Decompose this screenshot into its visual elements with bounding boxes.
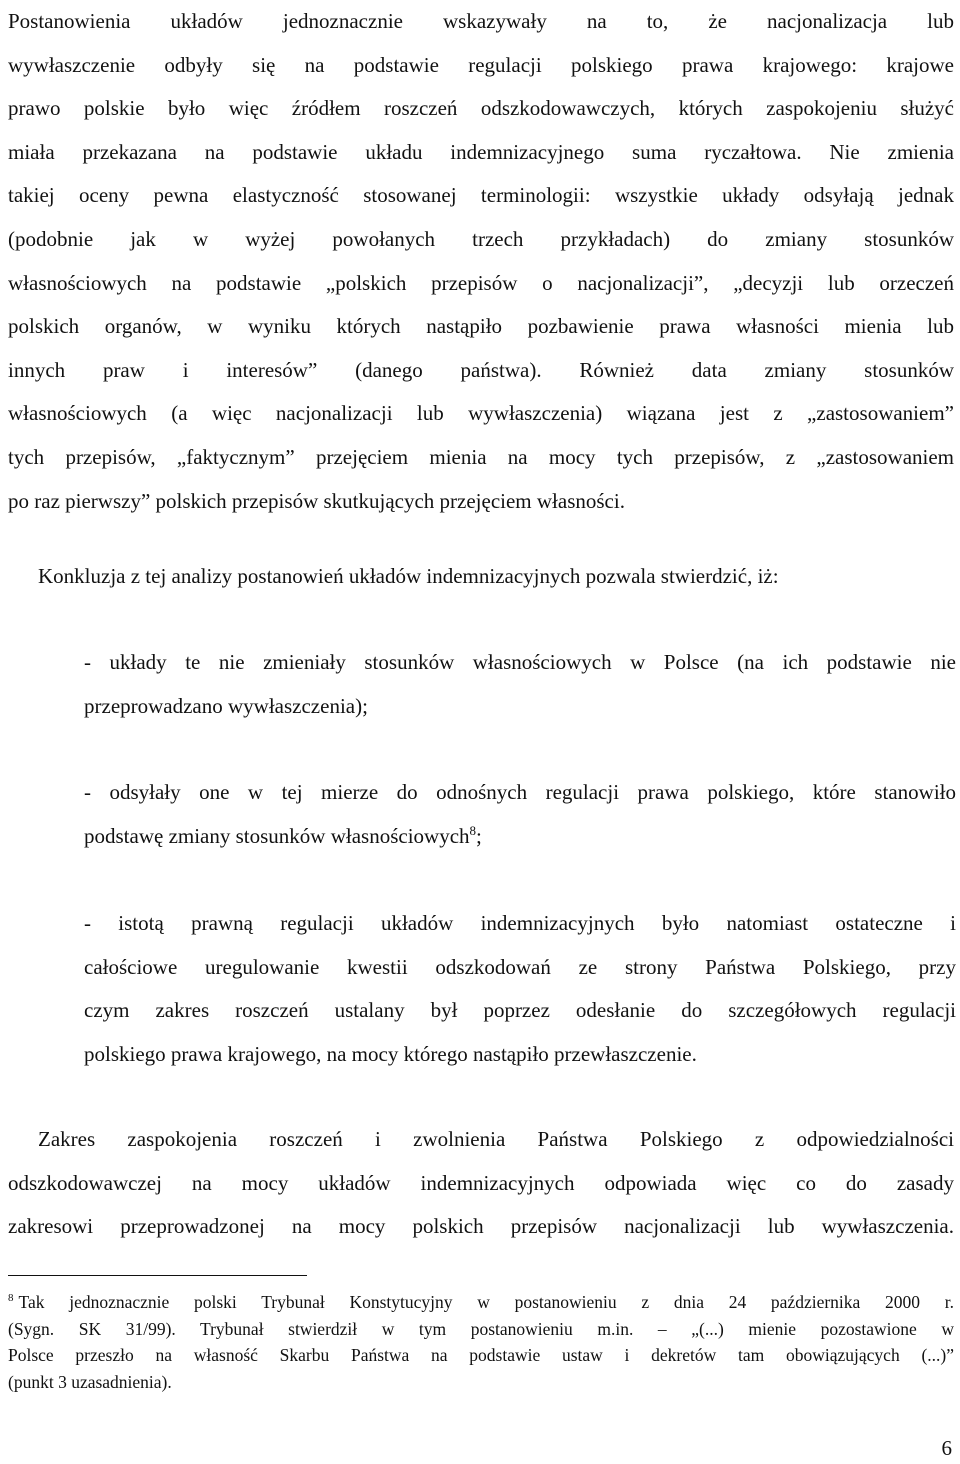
text-line: wywłaszczenie odbyły się na podstawie regulacji polskiego prawa krajowego: krajowe	[8, 52, 954, 77]
text-line: Konkluzja z tej analizy postanowień układów indemnizacyjnych pozwala stwierdzić, iż:	[38, 564, 779, 588]
text-line: miała przekazana na podstawie układu indemnizacyjnego suma ryczałtowa. Nie zmienia	[8, 139, 954, 164]
text-line: Zakres zaspokojenia roszczeń i zwolnienia Państwa Polskiego z odpowiedzialności	[38, 1127, 954, 1151]
text-line: polskich organów, w wyniku których nastąpiło pozbawienie prawa własności mienia lub	[8, 314, 954, 339]
list-item	[84, 771, 956, 858]
footnote-line: (Sygn. SK 31/99). Trybunał stwierdził w tym postanowieniu m.in. – „(...) mienie pozostawione w	[8, 1318, 954, 1339]
footnote-line: (punkt 3 uzasadnienia).	[8, 1371, 172, 1392]
text-line: całościowe uregulowanie kwestii odszkodowań ze strony Państwa Polskiego, przy	[84, 954, 956, 979]
text-line: własnościowych (a więc nacjonalizacji lub wywłaszczenia) wiązana jest z „zastosowaniem”	[8, 401, 954, 426]
text-line: - odsyłały one w tej mierze do odnośnych regulacji prawa polskiego, które stanowiło	[84, 780, 956, 804]
footnote-line: Polsce przeszło na własność Skarbu Państwa na podstawie ustaw i dekretów tam obowiązujących (...)”	[8, 1345, 954, 1365]
text-segment: podstawę zmiany stosunków własnościowych	[84, 823, 470, 848]
text-line: - układy te nie zmieniały stosunków własnościowych w Polsce (na ich podstawie nie	[84, 650, 956, 674]
footnote	[8, 1289, 954, 1395]
text-line: czym zakres roszczeń ustalany był poprzez odesłanie do szczegółowych regulacji	[84, 998, 956, 1023]
text-line: prawo polskie było więc źródłem roszczeń odszkodowawczych, których zaspokojeniu służyć	[8, 96, 954, 121]
text-line: takiej oceny pewna elastyczność stosowanej terminologii: wszystkie układy odsyłają jednak	[8, 183, 954, 208]
text-segment: ;	[476, 823, 482, 848]
paragraph-conclusion-intro	[38, 555, 938, 598]
text-line: polskiego prawa krajowego, na mocy którego nastąpiło przewłaszczenie.	[84, 1041, 697, 1066]
text-line-with-footnote-ref	[84, 815, 956, 859]
text-line: zakresowi przeprowadzonej na mocy polskich przepisów nacjonalizacji lub wywłaszczenia.	[8, 1214, 954, 1239]
page-number: 6	[941, 1436, 952, 1460]
text-line: przeprowadzano wywłaszczenia);	[84, 693, 368, 718]
list-item	[84, 641, 956, 728]
text-line: (podobnie jak w wyżej powołanych trzech przykładach) do zmiany stosunków	[8, 226, 954, 251]
text-line: po raz pierwszy” polskich przepisów skutkujących przejęciem własności.	[8, 488, 625, 513]
footnote-reference[interactable]: 8	[469, 822, 477, 838]
text-line: tych przepisów, „faktycznym” przejęciem mienia na mocy tych przepisów, z „zastosowaniem	[8, 444, 954, 469]
list-item	[84, 902, 956, 1076]
footnote-divider	[8, 1275, 307, 1276]
paragraph-nationalization-basis	[8, 0, 954, 523]
footnote-number: 8	[8, 1292, 14, 1305]
paragraph-scope-of-claims	[8, 1118, 954, 1249]
text-line: własnościowych na podstawie „polskich przepisów o nacjonalizacji”, „decyzji lub orzeczeń	[8, 270, 954, 295]
text-line: - istotą prawną regulacji układów indemnizacyjnych było natomiast ostateczne i	[84, 911, 956, 935]
footnote-line	[8, 1289, 954, 1316]
text-line: odszkodowawczej na mocy układów indemnizacyjnych odpowiada więc co do zasady	[8, 1170, 954, 1195]
text-segment: Tak jednoznacznie polski Trybunał Konstytucyjny w postanowieniu z dnia 24 października 2000 r.	[18, 1292, 954, 1312]
text-line: innych praw i interesów” (danego państwa). Również data zmiany stosunków	[8, 357, 954, 382]
text-line: Postanowienia układów jednoznacznie wskazywały na to, że nacjonalizacja lub	[8, 9, 954, 33]
